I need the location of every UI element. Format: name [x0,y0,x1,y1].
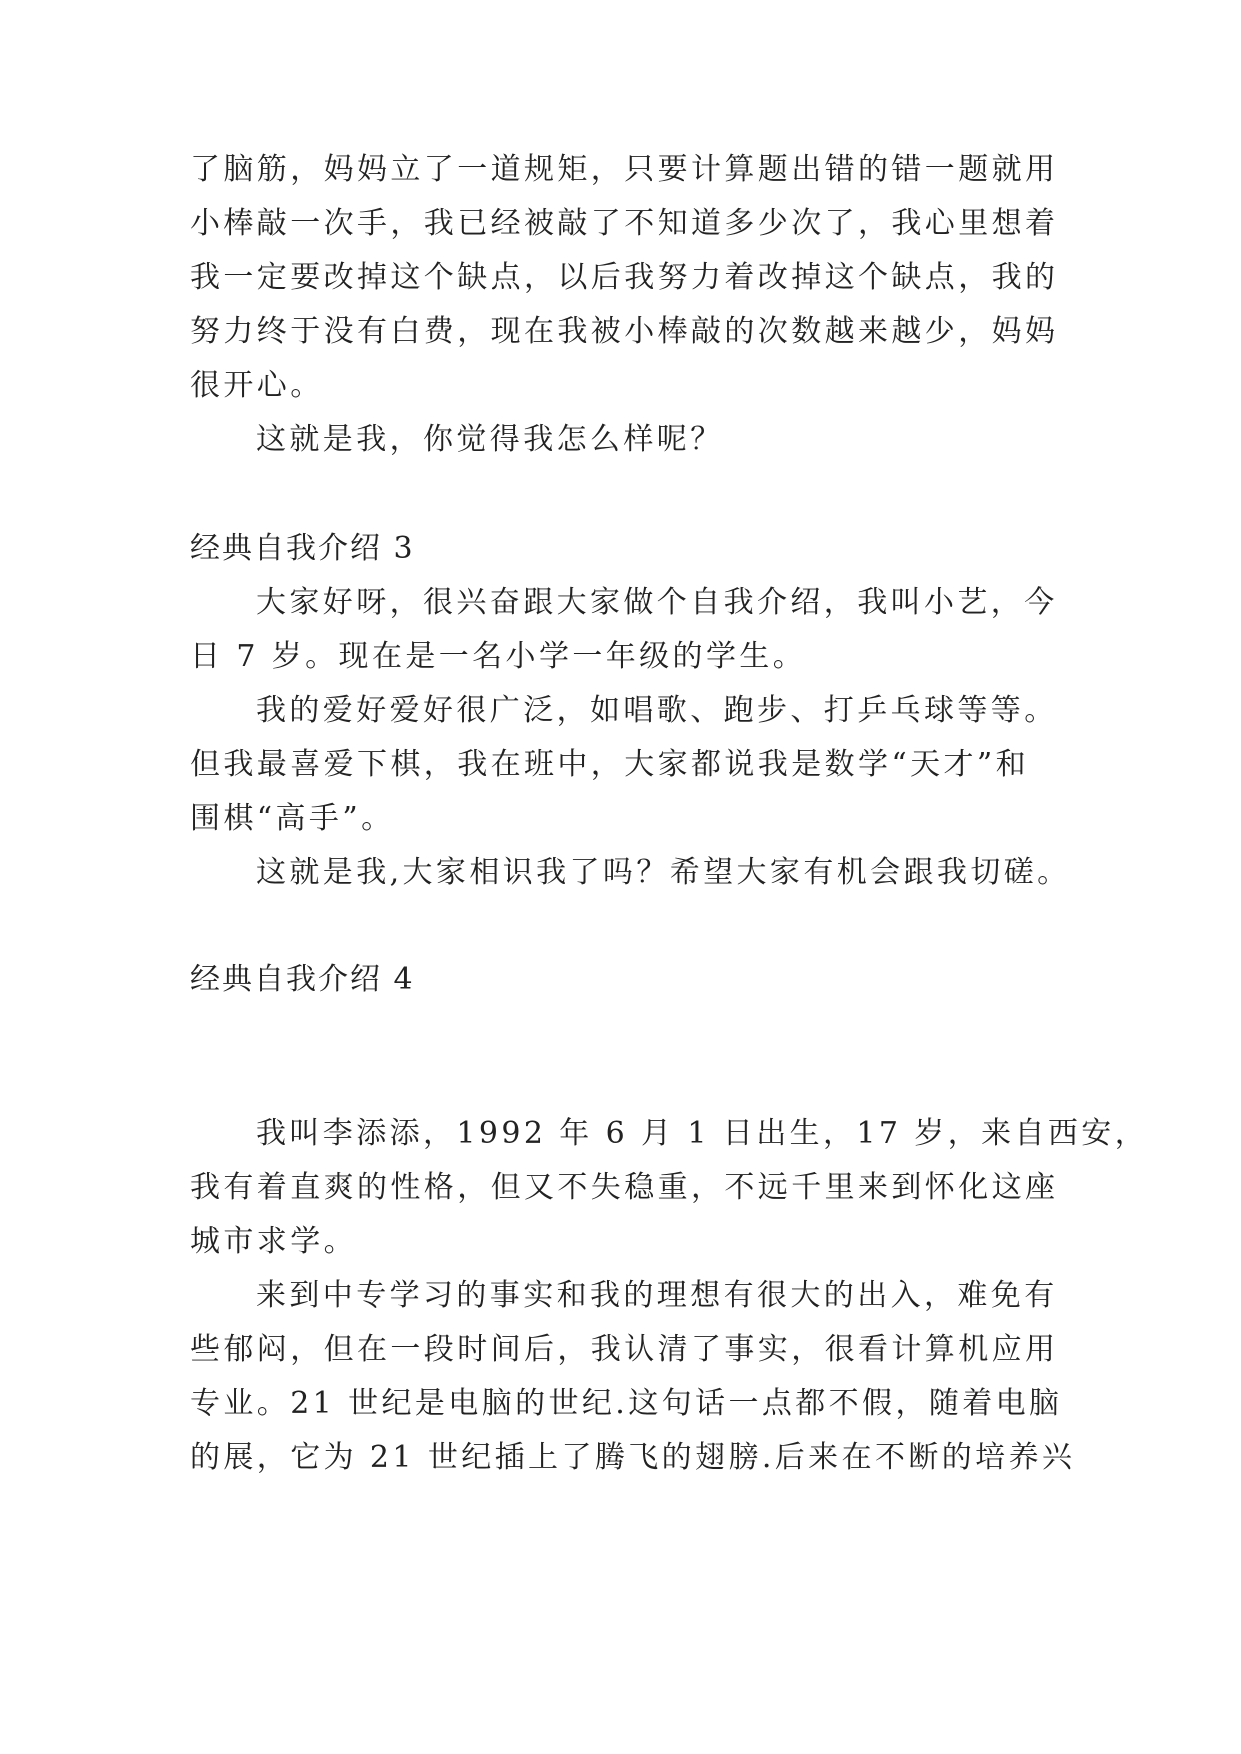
paragraph-line: 来到中专学习的事实和我的理想有很大的出入，难免有 [256,1278,1058,1313]
paragraph-line: 但我最喜爱下棋，我在班中，大家都说我是数学“天才”和 [190,747,1030,782]
paragraph-line: 我一定要改掉这个缺点，以后我努力着改掉这个缺点，我的 [190,260,1059,295]
paragraph-line: 围棋“高手”。 [190,801,395,836]
paragraph-line: 我的爱好爱好很广泛，如唱歌、跑步、打乒乓球等等。 [256,693,1058,728]
paragraph-line: 努力终于没有白费，现在我被小棒敲的次数越来越少，妈妈 [190,314,1059,349]
paragraph-line: 的展，它为 21 世纪插上了腾飞的翅膀.后来在不断的培养兴 [190,1440,1076,1475]
paragraph-line: 了脑筋，妈妈立了一道规矩，只要计算题出错的错一题就用 [190,152,1059,187]
paragraph-line: 些郁闷，但在一段时间后，我认清了事实，很看计算机应用 [190,1332,1059,1367]
paragraph-line: 大家好呀，很兴奋跟大家做个自我介绍，我叫小艺，今 [256,585,1058,620]
paragraph-line: 我叫李添添，1992 年 6 月 1 日出生，17 岁，来自西安， [256,1116,1149,1151]
paragraph-line: 日 7 岁。现在是一名小学一年级的学生。 [190,639,807,674]
paragraph-line: 专业。21 世纪是电脑的世纪.这句话一点都不假，随着电脑 [190,1386,1063,1421]
paragraph-line: 很开心。 [190,368,324,403]
paragraph-line: 这就是我,大家相识我了吗？希望大家有机会跟我切磋。 [256,855,1071,890]
paragraph-line: 这就是我，你觉得我怎么样呢？ [256,422,724,457]
paragraph-line: 小棒敲一次手，我已经被敲了不知道多少次了，我心里想着 [190,206,1059,241]
section-heading: 经典自我介绍 3 [190,531,415,566]
paragraph-line: 我有着直爽的性格，但又不失稳重，不远千里来到怀化这座 [190,1170,1059,1205]
section-heading: 经典自我介绍 4 [190,962,415,997]
paragraph-line: 城市求学。 [190,1224,357,1259]
